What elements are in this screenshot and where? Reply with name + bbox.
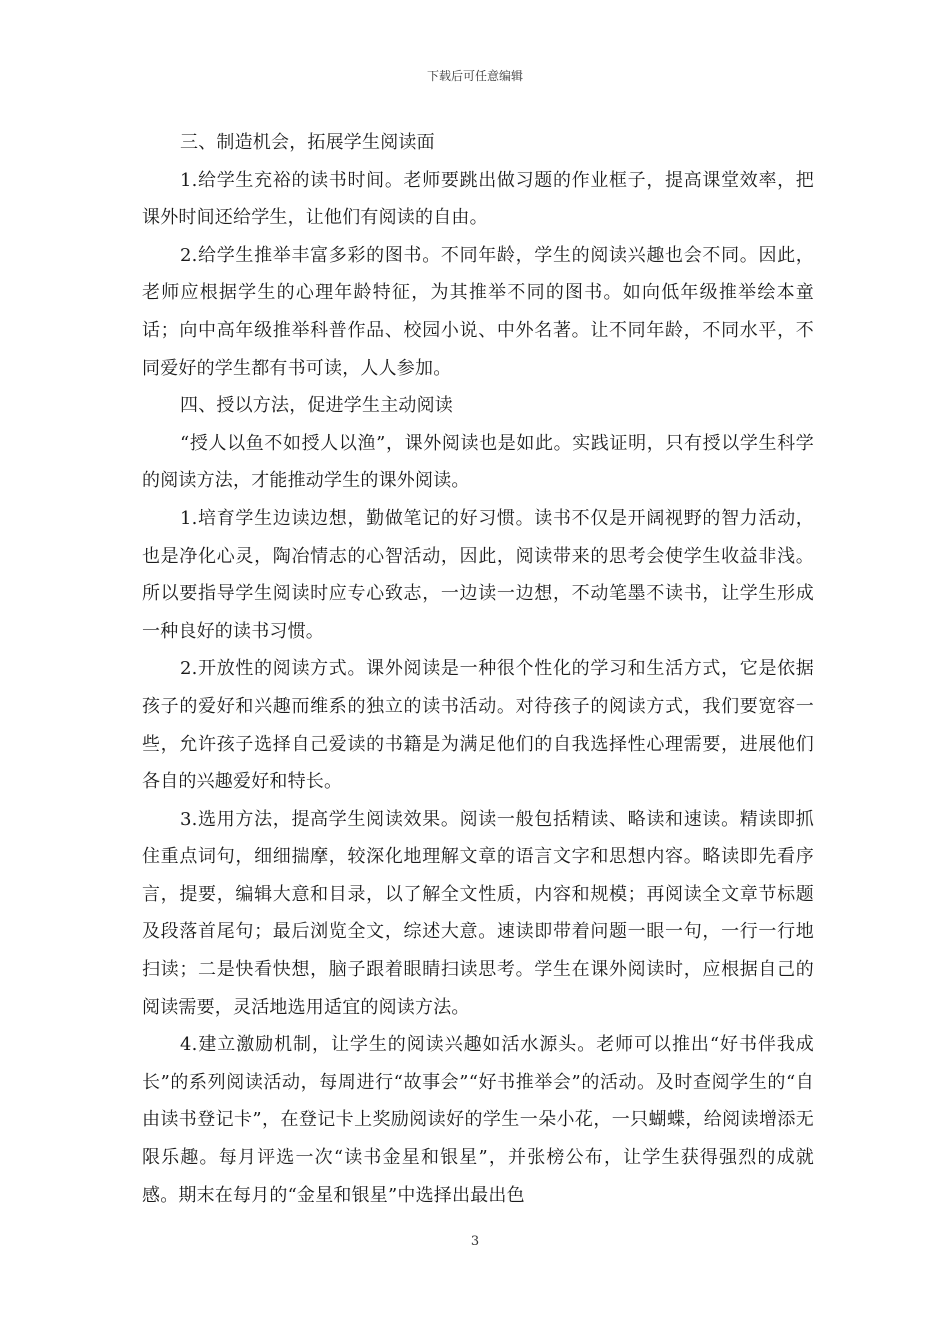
paragraph-recommend-books: 2.给学生推举丰富多彩的图书。不同年龄，学生的阅读兴趣也会不同。因此，老师应根据学生的心理年龄特征，为其推举不同的图书。如向低年级推举绘本童话；向中高年级推举科普作品、校园小说、中外名著。让不同年龄，不同水平，不同爱好的学生都有书可读，人人参加。	[142, 244, 814, 379]
paragraph-incentive-mechanism: 4.建立激励机制，让学生的阅读兴趣如活水源头。老师可以推出“好书伴我成长”的系列阅读活动，每周进行“故事会”“好书推举会”的活动。及时查阅学生的“自由读书登记卡”，在登记卡上奖励阅读好的学生一朵小花，一只蝴蝶，给阅读增添无限乐趣。每月评选一次“读书金星和银星”，并张榜公布，让学生获得强烈的成就感。期末在每月的“金星和银星”中选择出最出色	[142, 1034, 814, 1206]
paragraph-reading-methods: 3.选用方法，提高学生阅读效果。阅读一般包括精读、略读和速读。精读即抓住重点词句，细细揣摩，较深化地理解文章的语言文字和思想内容。略读即先看序言，提要，编辑大意和目录，以了解全文性质，内容和规模；再阅读全文章节标题及段落首尾句；最后浏览全文，综述大意。速读即带着问题一眼一句，一行一行地扫读；二是快看快想，脑子跟着眼睛扫读思考。学生在课外阅读时，应根据自己的阅读需要，灵活地选用适宜的阅读方法。	[142, 808, 814, 1018]
page-number: 3	[470, 1234, 480, 1249]
document-body	[142, 124, 814, 1214]
paragraph-reading-habits: 1.培育学生边读边想，勤做笔记的好习惯。读书不仅是开阔视野的智力活动，也是净化心灵，陶冶情志的心智活动，因此，阅读带来的思考会使学生收益非浅。所以要指导学生阅读时应专心致志，一边读一边想，不动笔墨不读书，让学生形成一种良好的读书习惯。	[142, 507, 814, 642]
paragraph-methods-intro: “授人以鱼不如授人以渔”，课外阅读也是如此。实践证明，只有授以学生科学的阅读方法，才能推动学生的课外阅读。	[142, 432, 814, 492]
page-header-note: 下载后可任意编辑	[426, 69, 523, 83]
section-heading-3: 三、制造机会，拓展学生阅读面	[180, 132, 435, 153]
paragraph-open-reading: 2.开放性的阅读方式。课外阅读是一种很个性化的学习和生活方式，它是依据孩子的爱好和兴趣而维系的独立的读书活动。对待孩子的阅读方式，我们要宽容一些，允许孩子选择自己爱读的书籍是为满足他们的自我选择性心理需要，进展他们各自的兴趣爱好和特长。	[142, 658, 814, 793]
paragraph-reading-time: 1.给学生充裕的读书时间。老师要跳出做习题的作业框子，提高课堂效率，把课外时间还给学生，让他们有阅读的自由。	[142, 169, 814, 229]
section-heading-4: 四、授以方法，促进学生主动阅读	[180, 395, 453, 417]
